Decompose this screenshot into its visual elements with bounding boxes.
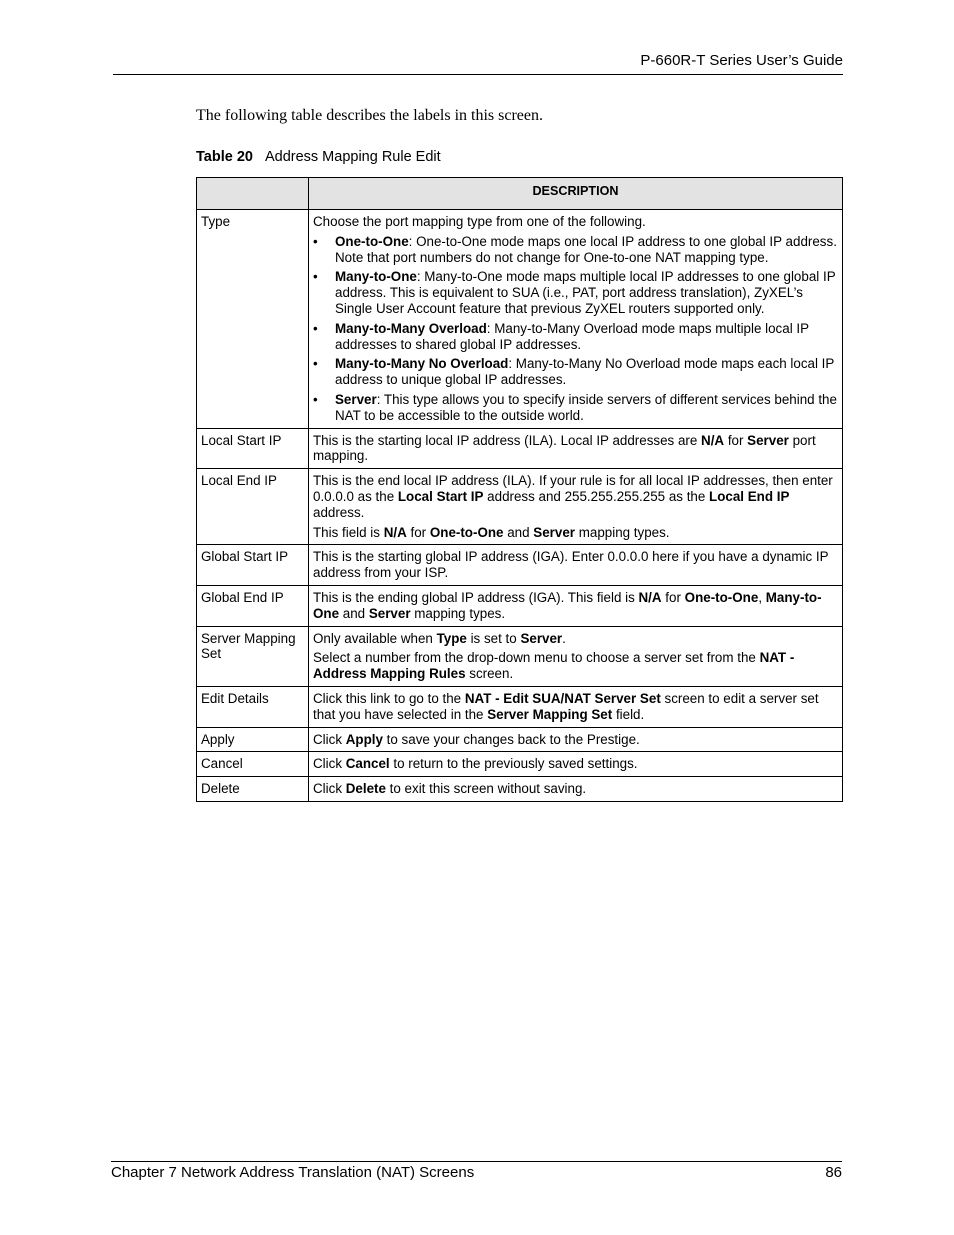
- row-label: Local End IP: [197, 469, 309, 545]
- row-description: This is the starting global IP address (IGA). Enter 0.0.0.0 here if you have a dynamic IP address from your ISP.: [309, 545, 843, 586]
- type-options-list: [313, 234, 838, 424]
- table-number: Table 20: [196, 149, 253, 165]
- list-item: • Server: This type allows you to specify inside servers of different services behind the NAT to be accessible to the outside world.: [313, 391, 837, 423]
- row-label: Global End IP: [197, 585, 309, 626]
- row-description: This is the ending global IP address (IGA). This field is N/A for One-to-One, Many-to-One and Server mapping types.: [309, 585, 843, 626]
- table-row: [197, 585, 843, 626]
- row-label: Type: [197, 210, 309, 429]
- bullet-icon: •: [313, 320, 318, 336]
- intro-paragraph: The following table describes the labels in this screen.: [196, 107, 544, 124]
- table-row: [197, 626, 843, 686]
- row-label: Local Start IP: [197, 428, 309, 469]
- page-header: [113, 50, 843, 75]
- row-label: Server Mapping Set: [197, 626, 309, 686]
- row-description: Click Delete to exit this screen without saving.: [309, 777, 843, 802]
- row-description: Click Cancel to return to the previously saved settings.: [309, 752, 843, 777]
- header-description-cell: DESCRIPTION: [309, 178, 843, 210]
- type-intro: Choose the port mapping type from one of the following.: [313, 214, 646, 229]
- table-row: [197, 210, 843, 429]
- row-description: This is the starting local IP address (ILA). Local IP addresses are N/A for Server port mapping.: [309, 428, 843, 469]
- table-caption: [196, 149, 441, 165]
- table-row: [197, 545, 843, 586]
- list-item: • Many-to-Many No Overload: Many-to-Many No Overload mode maps each local IP address to unique global IP addresses.: [313, 356, 835, 388]
- bullet-icon: •: [313, 356, 318, 372]
- list-item: • One-to-One: One-to-One mode maps one local IP address to one global IP address. Note that port numbers do not change for One-to-one NAT mapping type.: [313, 233, 837, 265]
- table-row: [197, 469, 843, 545]
- row-label: Edit Details: [197, 686, 309, 727]
- page-footer: [111, 1161, 842, 1186]
- row-label: Delete: [197, 777, 309, 802]
- table-row: [197, 686, 843, 727]
- table-row: [197, 777, 843, 802]
- chapter-title: Chapter 7 Network Address Translation (NAT) Screens: [111, 1164, 475, 1181]
- bullet-icon: •: [313, 391, 318, 407]
- bullet-icon: •: [313, 233, 318, 249]
- description-table: [196, 177, 843, 802]
- table-row: [197, 428, 843, 469]
- table-row: [197, 752, 843, 777]
- row-description: Click Apply to save your changes back to the Prestige.: [309, 727, 843, 752]
- row-description: [309, 210, 843, 429]
- table-header-row: [197, 178, 843, 210]
- table-row: [197, 727, 843, 752]
- row-label: Cancel: [197, 752, 309, 777]
- row-description: Only available when Type is set to Server. Select a number from the drop-down menu to choose a server set from the NAT - Address Mapping Rules screen.: [309, 626, 843, 686]
- guide-title: P-660R-T Series User’s Guide: [640, 52, 843, 69]
- header-label-cell: [197, 178, 309, 210]
- table-title: Address Mapping Rule Edit: [264, 149, 441, 165]
- bullet-icon: •: [313, 269, 318, 285]
- page-number: 86: [825, 1164, 842, 1181]
- list-item: • Many-to-Many Overload: Many-to-Many Overload mode maps multiple local IP addresses to shared global IP addresses.: [313, 320, 809, 352]
- row-label: Global Start IP: [197, 545, 309, 586]
- row-description: This is the end local IP address (ILA). If your rule is for all local IP addresses, then enter 0.0.0.0 as the Local Start IP address and 255.255.255.255 as the Local End IP address. This field is N/A for One-to-One and Server mapping types.: [309, 469, 843, 545]
- list-item: • Many-to-One: Many-to-One mode maps multiple local IP addresses to one global IP address. This is equivalent to SUA (i.e., PAT, port address translation), ZyXEL’s Single User Account feature that previous ZyXEL routers supported only.: [313, 269, 836, 316]
- row-description: Click this link to go to the NAT - Edit SUA/NAT Server Set screen to edit a server set that you have selected in the Server Mapping Set field.: [309, 686, 843, 727]
- row-label: Apply: [197, 727, 309, 752]
